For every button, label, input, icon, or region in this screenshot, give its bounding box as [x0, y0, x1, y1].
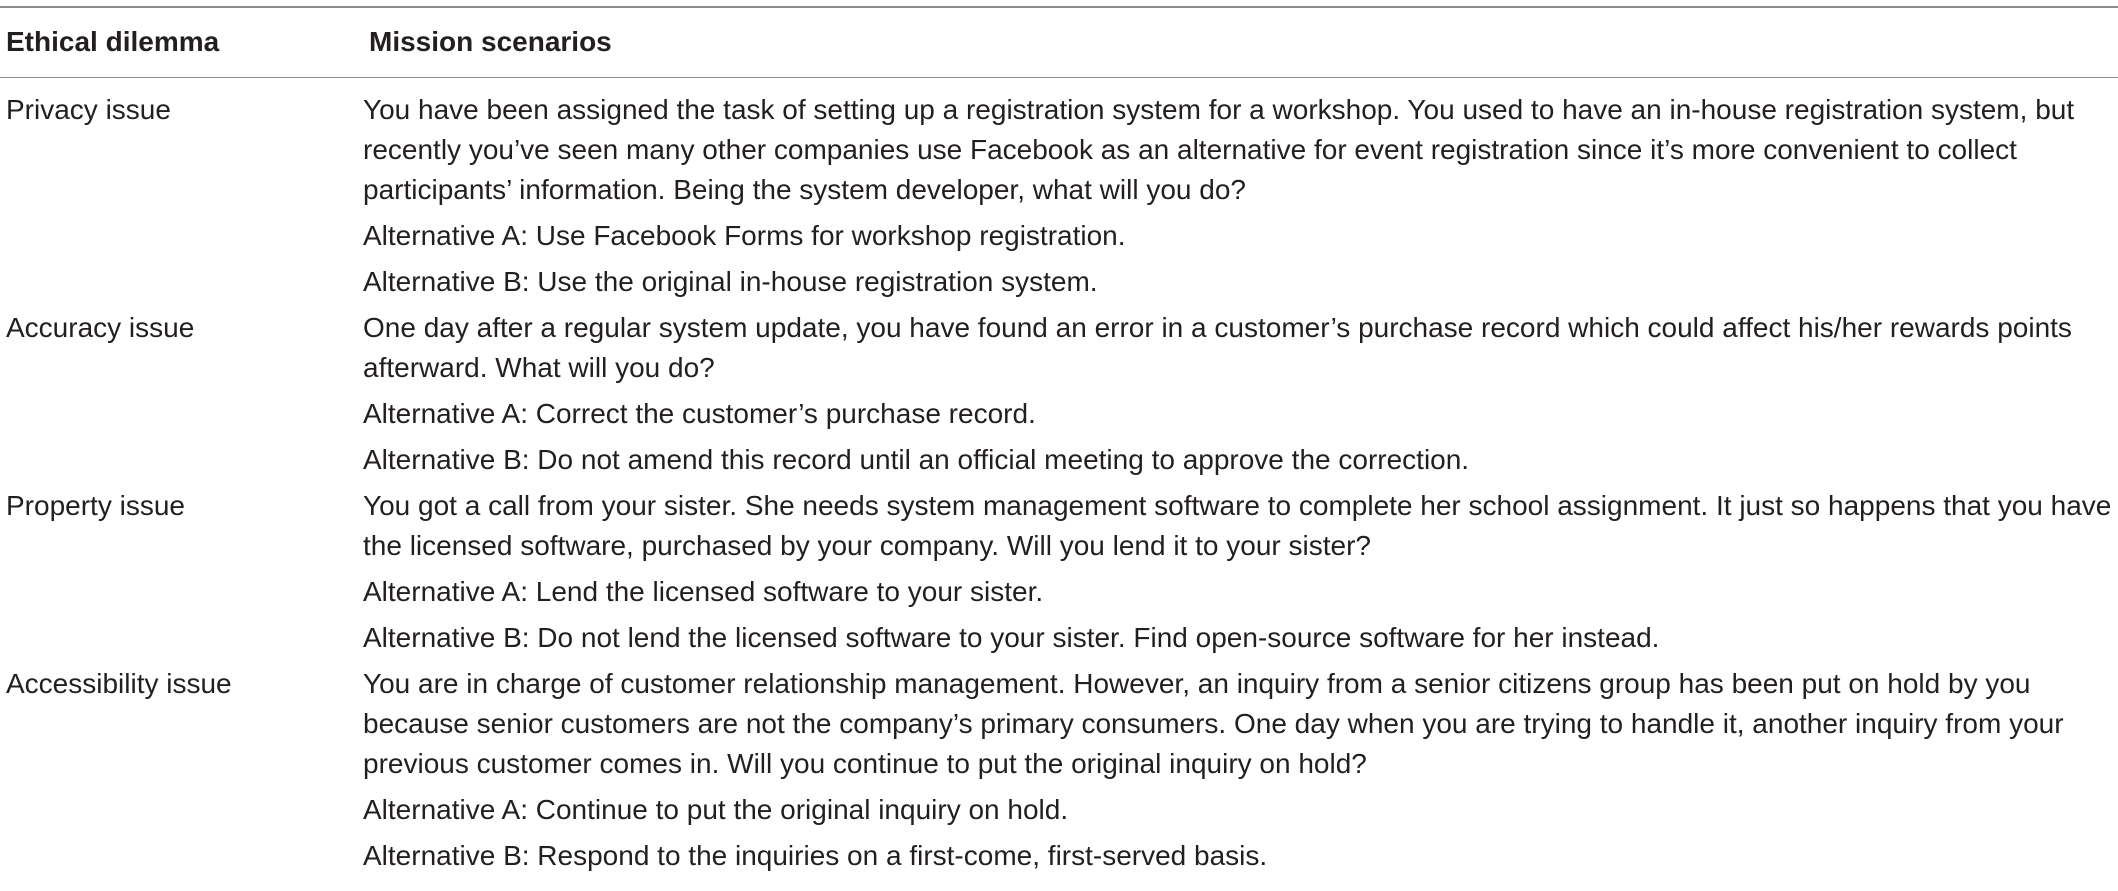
table-row: [0, 486, 2118, 664]
scenario-cell: [363, 308, 2118, 486]
dilemma-cell: Accessibility issue: [6, 668, 232, 699]
alternative-b: Alternative B: Respond to the inquiries on a first-come, first-served basis.: [363, 840, 1268, 871]
scenario-text: You got a call from your sister. She needs system management software to complete her school assignment. It just so happens that you have the licensed software, purchased by your company. Will you lend it to your sister?: [363, 490, 2112, 561]
alternative-b: Alternative B: Use the original in-house registration system.: [363, 266, 1098, 297]
dilemma-cell: Privacy issue: [6, 94, 171, 125]
table-row: [0, 664, 2118, 882]
table-body: [0, 90, 2118, 882]
scenario-cell: [363, 664, 2118, 882]
alternative-a: Alternative A: Continue to put the original inquiry on hold.: [363, 794, 1069, 825]
table-row: [0, 308, 2118, 486]
table-row: [0, 90, 2118, 308]
scenario-text: You are in charge of customer relationship management. However, an inquiry from a senior citizens group has been put on hold by you because senior customers are not the company’s primary consumers. One day when you are trying to handle it, another inquiry from your previous customer comes in. Will you continue to put the original inquiry on hold?: [363, 668, 2064, 779]
dilemma-cell: Accuracy issue: [6, 312, 195, 343]
header-ethical-dilemma: Ethical dilemma: [6, 26, 220, 57]
table-top-rule: [0, 6, 2118, 8]
alternative-a: Alternative A: Lend the licensed software to your sister.: [363, 576, 1044, 607]
scenario-cell: [363, 90, 2118, 308]
table-header-rule: [0, 77, 2118, 78]
alternative-b: Alternative B: Do not amend this record until an official meeting to approve the correction.: [363, 444, 1470, 475]
alternative-a: Alternative A: Use Facebook Forms for workshop registration.: [363, 220, 1126, 251]
alternative-a: Alternative A: Correct the customer’s purchase record.: [363, 398, 1036, 429]
scenario-text: One day after a regular system update, you have found an error in a customer’s purchase record which could affect his/her rewards points afterward. What will you do?: [363, 312, 2072, 383]
table-header-row: [0, 22, 2118, 62]
scenario-cell: [363, 486, 2118, 664]
scenario-text: You have been assigned the task of setting up a registration system for a workshop. You used to have an in-house registration system, but recently you’ve seen many other companies use Facebook as an alternative for event registration since it’s more convenient to collect participants’ information. Being the system developer, what will you do?: [363, 94, 2075, 205]
alternative-b: Alternative B: Do not lend the licensed software to your sister. Find open-source software for her instead.: [363, 622, 1660, 653]
dilemma-cell: Property issue: [6, 490, 185, 521]
header-mission-scenarios: Mission scenarios: [369, 26, 612, 57]
